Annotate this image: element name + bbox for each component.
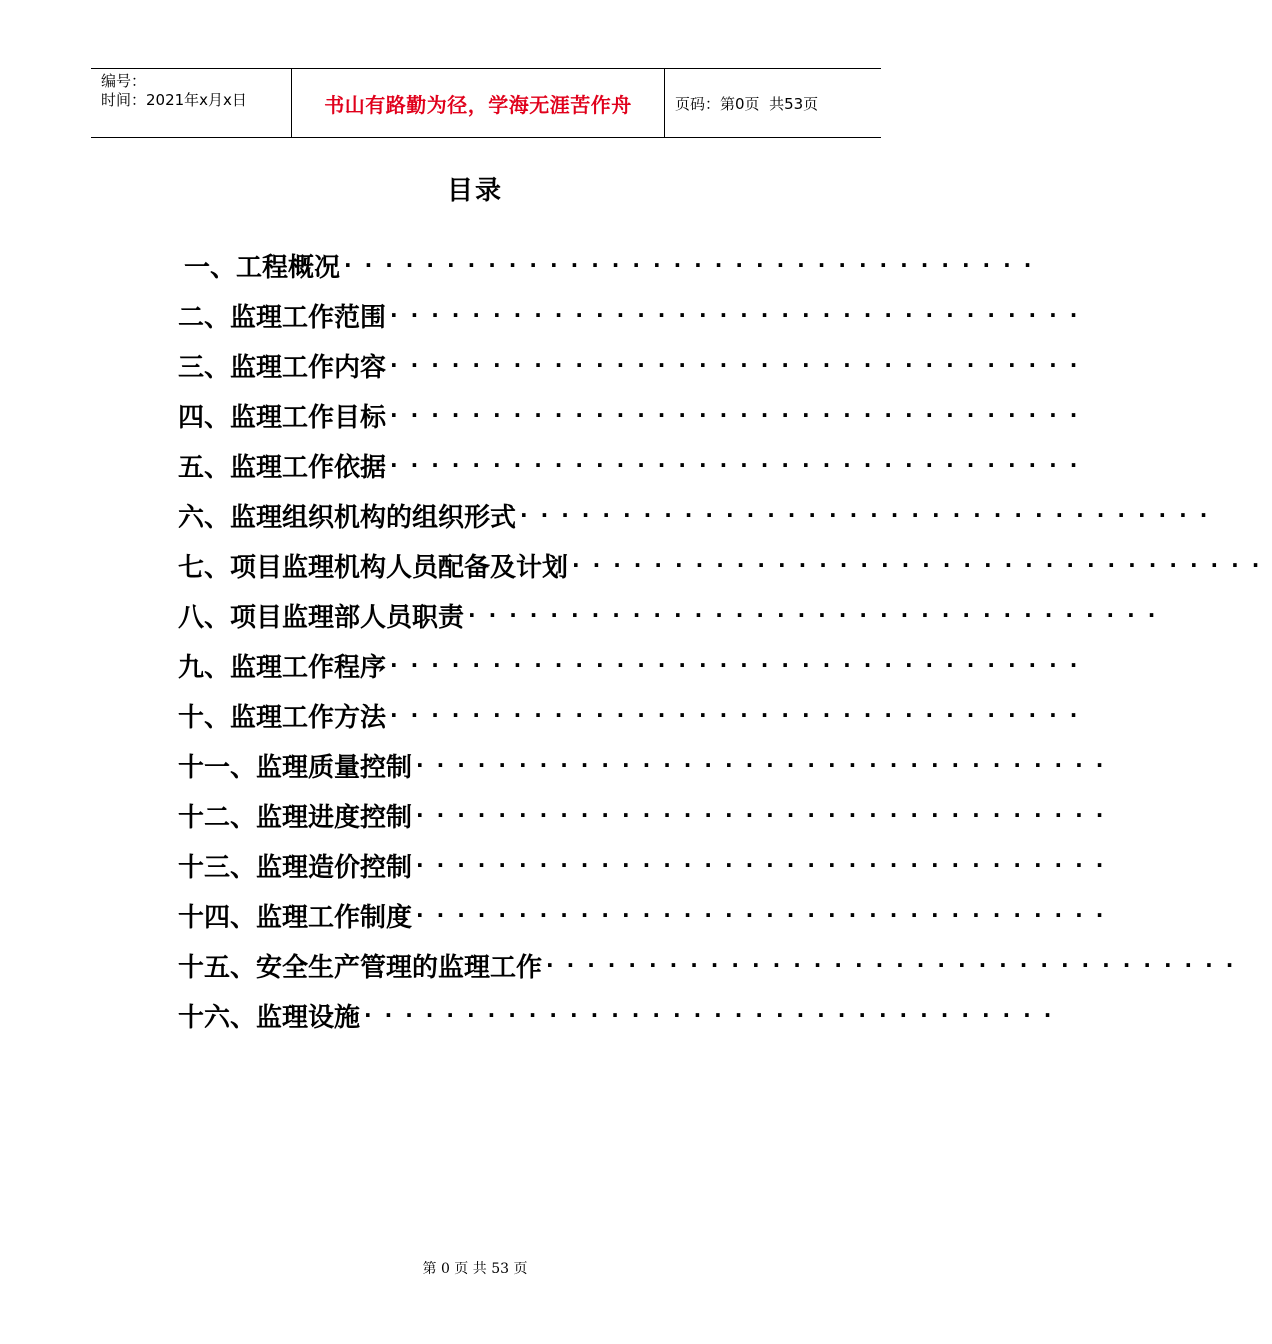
toc-entry[interactable]	[178, 640, 1091, 690]
toc-entry[interactable]	[178, 890, 1117, 940]
toc-leader-dots: ··································	[390, 403, 1091, 427]
toc-entry[interactable]	[178, 840, 1117, 890]
toc-leader-dots: ··································	[416, 853, 1117, 877]
toc-entry-label: 三、监理工作内容	[178, 352, 387, 383]
toc-entry-label: 十一、监理质量控制	[178, 752, 413, 783]
page-title: 目录	[446, 176, 503, 206]
toc-leader-dots: ··································	[364, 1003, 1065, 1027]
document-number-label: 编号：	[101, 72, 147, 90]
toc-entry-label: 十三、监理造价控制	[178, 852, 413, 883]
toc-leader-dots: ··································	[468, 603, 1169, 627]
toc-entry[interactable]	[178, 590, 1169, 640]
page-footer: 第 0 页 共 53 页	[422, 1261, 528, 1277]
toc-entry-label: 十二、监理进度控制	[178, 802, 413, 833]
toc-entry[interactable]	[178, 740, 1117, 790]
toc-leader-dots: ··································	[416, 803, 1117, 827]
toc-leader-dots: ··································	[416, 903, 1117, 927]
toc-entry[interactable]	[178, 340, 1091, 390]
toc-leader-dots: ··································	[546, 953, 1247, 977]
toc-leader-dots: ··································	[416, 753, 1117, 777]
toc-entry[interactable]	[178, 690, 1091, 740]
header-meta-cell	[91, 69, 292, 137]
toc-leader-dots: ··································	[390, 353, 1091, 377]
toc-entry-label: 十、监理工作方法	[178, 702, 387, 733]
header-motto: 书山有路勤为径，学海无涯苦作舟	[292, 69, 665, 137]
toc-entry[interactable]	[178, 540, 1272, 590]
toc-leader-dots: ··································	[520, 503, 1221, 527]
toc-leader-dots: ··································	[572, 553, 1272, 577]
toc-entry-label: 九、监理工作程序	[178, 652, 387, 683]
toc-entry-label: 二、监理工作范围	[178, 302, 387, 333]
document-date: 时间：2021年x月x日	[101, 91, 247, 109]
toc-entry[interactable]	[178, 440, 1091, 490]
toc-entry-label: 六、监理组织机构的组织形式	[178, 502, 517, 533]
toc-leader-dots: ··································	[344, 253, 1045, 277]
toc-entry-label: 八、项目监理部人员职责	[178, 602, 465, 633]
header-page-info: 页码：第0页 共53页	[675, 94, 819, 113]
toc-entry-label: 十五、安全生产管理的监理工作	[178, 952, 543, 983]
toc-leader-dots: ··································	[390, 453, 1091, 477]
toc-entry[interactable]	[178, 790, 1117, 840]
toc-entry-label: 十六、监理设施	[178, 1002, 361, 1033]
toc-entry[interactable]	[178, 990, 1065, 1040]
toc-entry-label: 五、监理工作依据	[178, 452, 387, 483]
toc-entry[interactable]	[178, 290, 1091, 340]
page-header	[91, 68, 881, 138]
toc-entry-label: 四、监理工作目标	[178, 402, 387, 433]
toc-leader-dots: ··································	[390, 303, 1091, 327]
toc-entry[interactable]	[178, 490, 1221, 540]
toc-leader-dots: ··································	[390, 703, 1091, 727]
toc-entry-label: 十四、监理工作制度	[178, 902, 413, 933]
table-of-contents	[178, 240, 1272, 1040]
toc-entry[interactable]	[178, 940, 1247, 990]
toc-leader-dots: ··································	[390, 653, 1091, 677]
toc-entry[interactable]	[178, 240, 1045, 290]
toc-entry-label: 一、工程概况	[184, 252, 341, 283]
toc-entry[interactable]	[178, 390, 1091, 440]
toc-entry-label: 七、项目监理机构人员配备及计划	[178, 552, 569, 583]
